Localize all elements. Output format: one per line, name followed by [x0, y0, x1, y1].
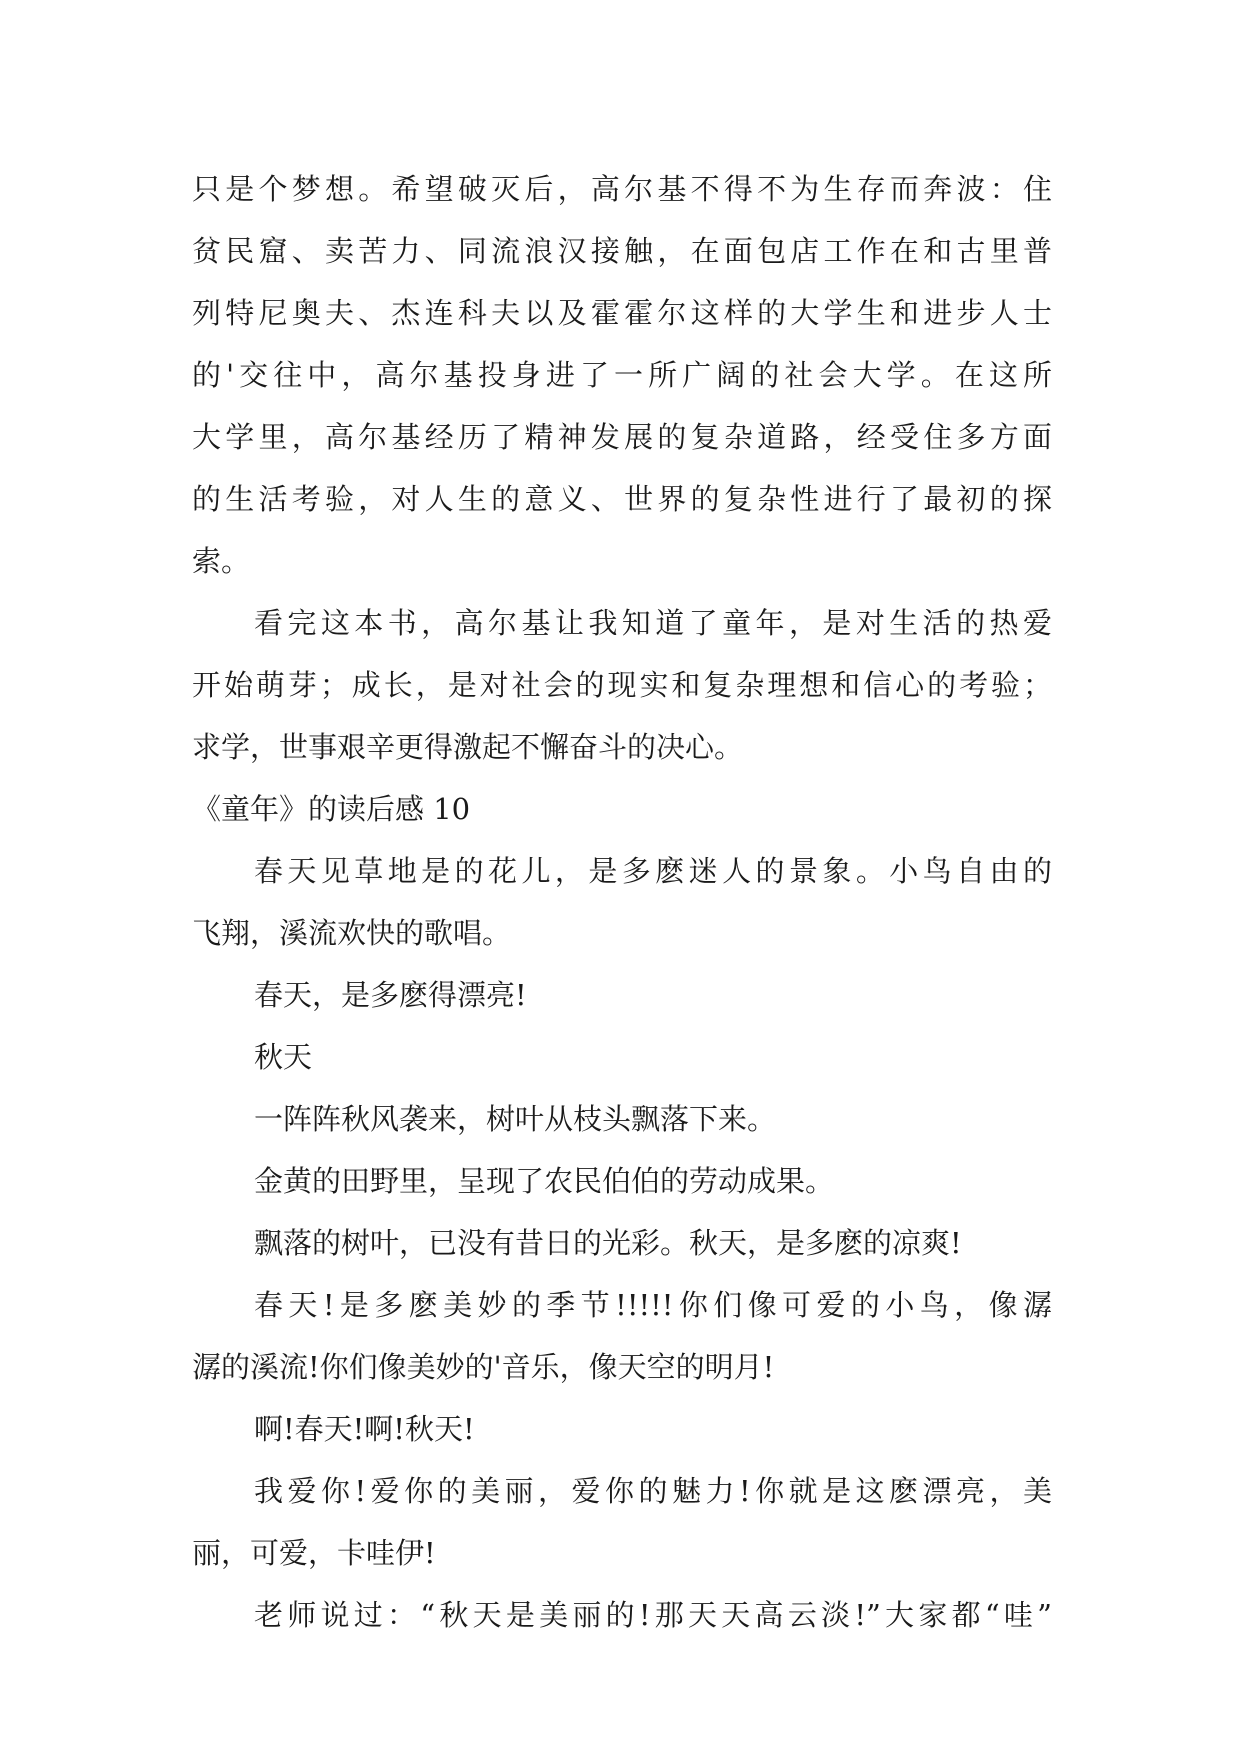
text-line: 索。: [192, 544, 251, 578]
text-line: 的生活考验，对人生的意义、世界的复杂性进行了最初的探: [192, 482, 1052, 516]
paragraph-start: 秋天: [254, 1040, 313, 1074]
paragraph-start: 老师说过：“秋天是美丽的!那天天高云淡!”大家都“哇”: [254, 1598, 1052, 1632]
text-line: 贫民窟、卖苦力、同流浪汉接触，在面包店工作在和古里普: [192, 234, 1052, 268]
paragraph-start: 春天，是多麽得漂亮!: [254, 978, 527, 1012]
paragraph-start: 啊!春天!啊!秋天!: [254, 1412, 475, 1446]
text-line: 开始萌芽；成长，是对社会的现实和复杂理想和信心的考验；: [192, 668, 1052, 702]
text-line: 潺的溪流!你们像美妙的'音乐，像天空的明月!: [192, 1350, 775, 1384]
text-line: 飞翔，溪流欢快的歌唱。: [192, 916, 512, 950]
text-line: 列特尼奥夫、杰连科夫以及霍霍尔这样的大学生和进步人士: [192, 296, 1052, 330]
paragraph-start: 春天见草地是的花儿，是多麽迷人的景象。小鸟自由的: [254, 854, 1052, 888]
text-line: 丽，可爱，卡哇伊!: [192, 1536, 436, 1570]
body-text: [192, 158, 1052, 1646]
text-line: 的'交往中，高尔基投身进了一所广阔的社会大学。在这所: [192, 358, 1052, 392]
paragraph-start: 我爱你!爱你的美丽，爱你的魅力!你就是这麽漂亮，美: [254, 1474, 1052, 1508]
text-line: 大学里，高尔基经历了精神发展的复杂道路，经受住多方面: [192, 420, 1052, 454]
paragraph-start: 金黄的田野里，呈现了农民伯伯的劳动成果。: [254, 1164, 835, 1198]
paragraph-start: 飘落的树叶，已没有昔日的光彩。秋天，是多麽的凉爽!: [254, 1226, 962, 1260]
section-title: 《童年》的读后感 10: [192, 792, 471, 826]
paragraph-start: 一阵阵秋风袭来，树叶从枝头飘落下来。: [254, 1102, 777, 1136]
text-line: 求学，世事艰辛更得激起不懈奋斗的决心。: [192, 730, 744, 764]
text-line: 只是个梦想。希望破灭后，高尔基不得不为生存而奔波：住: [192, 172, 1052, 206]
paragraph-start: 看完这本书，高尔基让我知道了童年，是对生活的热爱: [254, 606, 1052, 640]
paragraph-start: 春天!是多麽美妙的季节!!!!!你们像可爱的小鸟，像潺: [254, 1288, 1052, 1322]
